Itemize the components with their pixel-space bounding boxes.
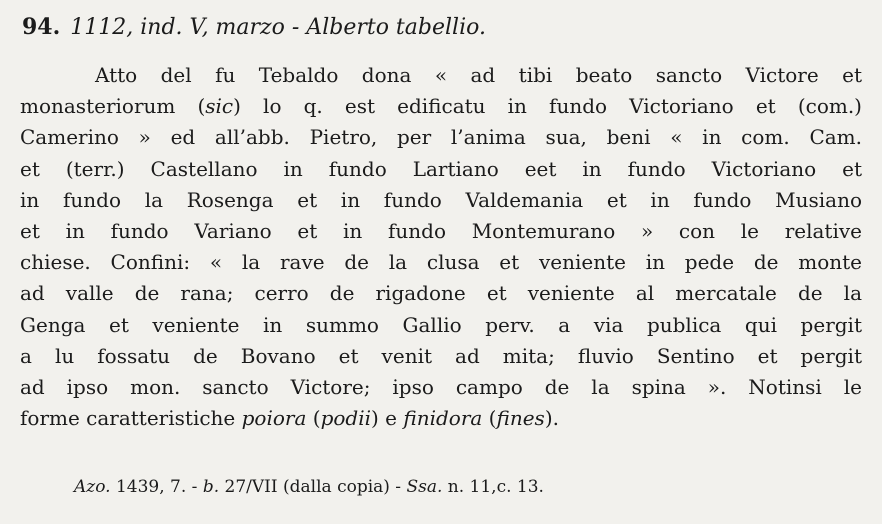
body-line: chiese. Confini: « la rave de la clusa et veniente in pede de monte [20,250,862,275]
body-text-run: ( [482,406,497,431]
sic-word: sic [205,94,234,119]
body-line: Atto del fu Tebaldo dona « ad tibi beato sancto Victore et [95,63,862,87]
entry-number: 94. [22,14,61,40]
body-line: ad valle de rana; cerro de rigadone et veniente al mercatale de la [20,281,862,306]
entry-body [20,60,862,434]
body-text-run: ( [306,406,321,431]
term-podii: podii [320,406,372,431]
body-line: Camerino » ed all’abb. Pietro, per l’anima sua, beni « in com. Cam. [20,125,862,150]
entry-heading [22,10,486,45]
entry-title: 1112, ind. V, marzo - Alberto tabellio. [70,15,486,40]
body-text-run: ). [544,406,559,431]
source-text-run: 27/VII (dalla copia) - [219,477,407,497]
body-line: Genga et veniente in summo Gallio perv. a via publica qui pergit [20,312,862,337]
body-line: a lu fossatu de Bovano et venit ad mita; fluvio Sentino et pergit [20,343,862,368]
source-ssa-abbrev: Ssa. [406,477,443,497]
source-reference [74,474,544,500]
source-text-run: 1439, 7. - [110,477,203,497]
body-line: monasteriorum (sic) lo q. est edificatu in fundo Victoriano et (com.) [20,94,862,119]
term-poiora: poiora [241,406,307,431]
body-line: ad ipso mon. sancto Victore; ipso campo de la spina ». Notinsi le [20,375,862,400]
body-text-run: forme caratteristiche [20,406,242,431]
source-text-run: n. 11,c. 13. [442,477,544,497]
source-archive-abbrev: Azo. [74,477,111,497]
body-line-last [20,403,862,434]
body-line: in fundo la Rosenga et in fundo Valdemania et in fundo Musiano [20,187,862,212]
body-text-run: ) e [371,406,404,431]
source-b-abbrev: b. [202,477,220,497]
term-fines: fines [496,406,545,431]
term-finidora: finidora [403,406,483,431]
body-line: et (terr.) Castellano in fundo Lartiano eet in fundo Victoriano et [20,156,862,181]
body-line: et in fundo Variano et in fundo Montemurano » con le relative [20,219,862,244]
